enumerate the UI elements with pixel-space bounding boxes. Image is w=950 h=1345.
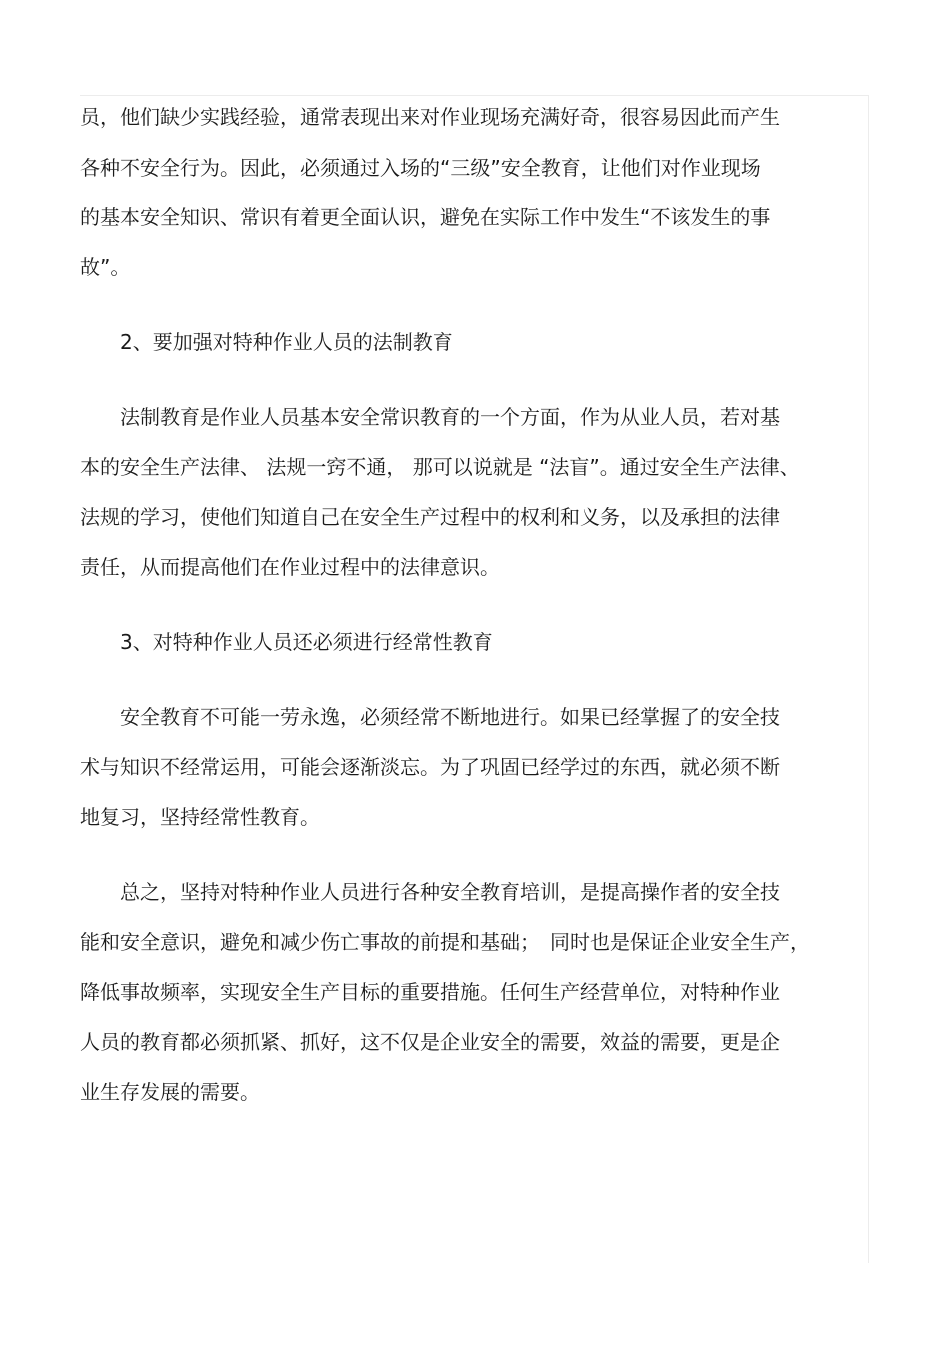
- paragraph-line: 责任，从而提高他们在作业过程中的法律意识。: [80, 555, 500, 579]
- paragraph-line: 降低事故频率，实现安全生产目标的重要措施。任何生产经营单位，对特种作业: [80, 980, 780, 1004]
- paragraph-line: 员，他们缺少实践经验，通常表现出来对作业现场充满好奇，很容易因此而产生: [80, 105, 780, 129]
- paragraph-line: 业生存发展的需要。: [80, 1080, 260, 1104]
- paragraph-line: 本的安全生产法律、 法规一窍不通， 那可以说就是 “法盲”。通过安全生产法律、: [80, 455, 800, 479]
- section-heading: 2、要加强对特种作业人员的法制教育: [120, 330, 453, 354]
- paragraph-line: 总之，坚持对特种作业人员进行各种安全教育培训，是提高操作者的安全技: [120, 880, 780, 904]
- paragraph-line: 故”。: [80, 255, 131, 279]
- paragraph-line: 安全教育不可能一劳永逸，必须经常不断地进行。如果已经掌握了的安全技: [120, 705, 780, 729]
- paragraph-line: 能和安全意识，避免和减少伤亡事故的前提和基础； 同时也是保证企业安全生产，: [80, 930, 810, 954]
- paragraph-line: 法规的学习，使他们知道自己在安全生产过程中的权利和义务，以及承担的法律: [80, 505, 780, 529]
- paragraph-line: 各种不安全行为。因此，必须通过入场的“三级”安全教育，让他们对作业现场: [80, 156, 761, 180]
- paragraph-line: 法制教育是作业人员基本安全常识教育的一个方面，作为从业人员，若对基: [120, 405, 780, 429]
- paragraph-line: 术与知识不经常运用，可能会逐渐淡忘。为了巩固已经学过的东西，就必须不断: [80, 755, 780, 779]
- page-border-right: [868, 95, 869, 1263]
- paragraph-line: 的基本安全知识、常识有着更全面认识，避免在实际工作中发生“不该发生的事: [80, 205, 771, 229]
- paragraph-line: 人员的教育都必须抓紧、抓好，这不仅是企业安全的需要，效益的需要，更是企: [80, 1030, 780, 1054]
- section-heading: 3、对特种作业人员还必须进行经常性教育: [120, 630, 493, 654]
- paragraph-line: 地复习，坚持经常性教育。: [80, 805, 320, 829]
- page-border-top: [80, 95, 868, 96]
